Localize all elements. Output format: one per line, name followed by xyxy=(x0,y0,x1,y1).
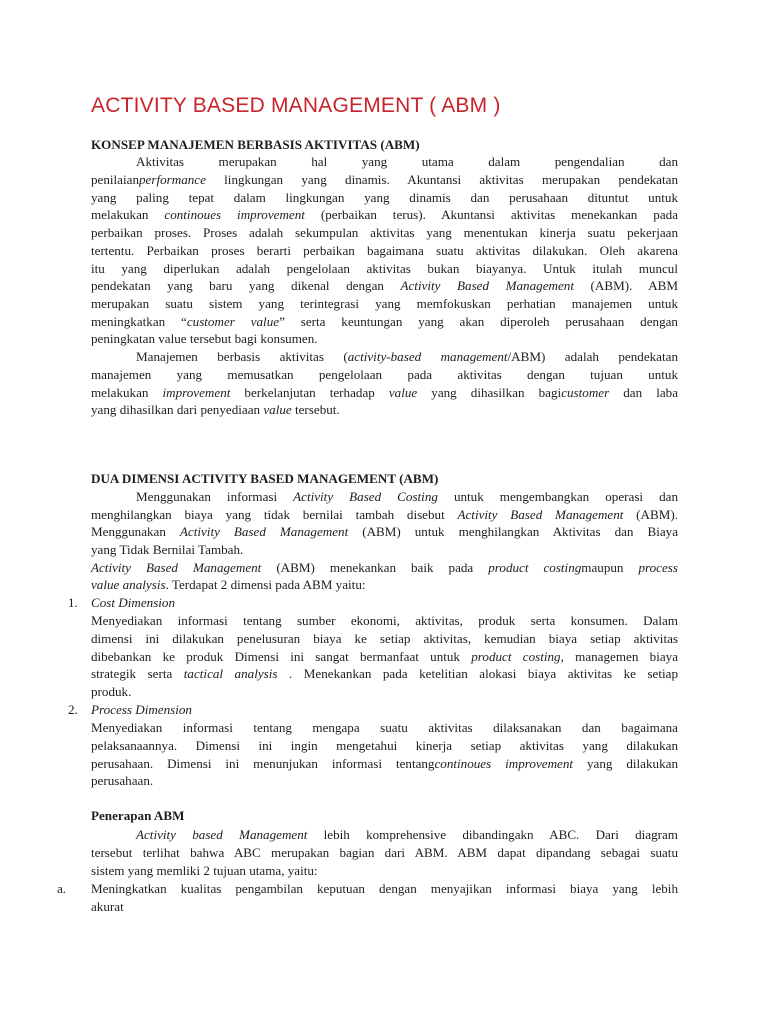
paragraph-line: merupakan suatu sistem yang terintegrasi yang memfokuskan perhatian manajemen untuk xyxy=(91,296,678,311)
paragraph-line: yang dihasilkan dari penyediaan value tersebut. xyxy=(91,402,340,417)
paragraph-line: Activity based Management lebih komprehensive dibandingakn ABC. Dari diagram xyxy=(136,827,678,842)
list-item-line: Menyediakan informasi tentang sumber ekonomi, aktivitas, produk serta konsumen. Dalam xyxy=(91,613,678,628)
italic-term: Activity Based Costing xyxy=(293,489,438,504)
list-item-line: pelaksanaannya. Dimensi ini ingin mengetahui kinerja setiap aktivitas yang dilakukan xyxy=(91,738,678,753)
paragraph-line: Menggunakan informasi Activity Based Costing untuk mengembangkan operasi dan xyxy=(136,489,678,504)
paragraph-line: perbaikan proses. Proses adalah sekumpulan aktivitas yang menentukan kinerja suatu pekerjaan xyxy=(91,225,678,240)
paragraph-line: tersebut terlihat bahwa ABC merupakan bagian dari ABM. ABM dapat dipandang sebagai suatu xyxy=(91,845,678,860)
paragraph-line: peningkatan value tersebut bagi konsumen. xyxy=(91,331,318,346)
paragraph-line: meningkatkan “customer value” serta keuntungan yang akan diperoleh perusahaan dengan xyxy=(91,314,678,329)
italic-term: value analysis xyxy=(91,577,166,592)
list-item-line: produk. xyxy=(91,684,132,699)
italic-term: process xyxy=(638,560,678,575)
italic-term: Activity Based Management xyxy=(457,507,624,522)
paragraph-line: Manajemen berbasis aktivitas (activity-based management/ABM) adalah pendekatan xyxy=(136,349,678,364)
paragraph-line: sistem yang memliki 2 tujuan utama, yaitu: xyxy=(91,863,318,878)
italic-term: product costing xyxy=(488,560,582,575)
italic-term: product costing xyxy=(471,649,561,664)
paragraph-line: manajemen yang memusatkan pengelolaan pada aktivitas dengan tujuan untuk xyxy=(91,367,678,382)
list-item-line: perusahaan. xyxy=(91,773,154,788)
page-title: ACTIVITY BASED MANAGEMENT ( ABM ) xyxy=(91,94,501,117)
paragraph-line: itu yang diperlukan adalah pengelolaan aktivitas bukan biayanya. Untuk itulah muncul xyxy=(91,261,678,276)
italic-term: Activity Based Management xyxy=(91,560,262,575)
list-item-line: dibebankan ke produk Dimensi ini sangat bermanfaat untuk product costing, managemen biaya xyxy=(91,649,679,664)
italic-term: customer xyxy=(561,385,610,400)
italic-term: improvement xyxy=(162,385,231,400)
paragraph-line: menghilangkan biaya yang tidak bernilai tambah disebut Activity Based Management (ABM). xyxy=(91,507,679,522)
section-heading-penerapan: Penerapan ABM xyxy=(91,808,185,823)
list-item-label: Process Dimension xyxy=(91,702,192,717)
list-item-line: akurat xyxy=(91,899,124,914)
paragraph-line: tertentu. Perbaikan proses berarti perbaikan bagaimana suatu aktivitas dilakukan. Oleh akarena xyxy=(91,243,678,258)
italic-term: customer value xyxy=(186,314,280,329)
italic-term: value xyxy=(263,402,292,417)
paragraph-line: Menggunakan Activity Based Management (ABM) untuk menghilangkan Aktivitas dan Biaya xyxy=(91,524,679,539)
paragraph-line: pendekatan yang baru yang dikenal dengan Activity Based Management (ABM). ABM xyxy=(91,278,679,293)
paragraph-line: melakukan improvement berkelanjutan terhadap value yang dihasilkan bagicustomer dan laba xyxy=(91,385,679,400)
paragraph-line: Activity Based Management (ABM) menekankan baik pada product costingmaupun process xyxy=(91,560,678,575)
italic-term: performance xyxy=(139,172,206,187)
italic-term: continoues improvement xyxy=(164,207,305,222)
paragraph-line: penilaianperformance lingkungan yang dinamis. Akuntansi aktivitas merupakan pendekatan xyxy=(91,172,678,187)
list-marker: 2. xyxy=(68,702,78,717)
list-item-line: perusahaan. Dimensi ini menunjukan informasi tentangcontinoues improvement yang dilakukan xyxy=(91,756,678,771)
list-item-line: Menyediakan informasi tentang mengapa suatu aktivitas dilaksanakan dan bagaimana xyxy=(91,720,678,735)
paragraph-line: melakukan continoues improvement (perbaikan terus). Akuntansi aktivitas menekankan pada xyxy=(91,207,679,222)
list-marker: a. xyxy=(57,881,67,896)
list-item-line: Meningkatkan kualitas pengambilan keputuan dengan menyajikan informasi biaya yang lebih xyxy=(91,881,678,896)
paragraph-line: yang Tidak Bernilai Tambah. xyxy=(91,542,244,557)
list-item-line: dimensi ini dilakukan penelusuran biaya ke setiap aktivitas, kemudian biaya setiap aktivitas xyxy=(91,631,678,646)
list-item-label: Cost Dimension xyxy=(91,595,176,610)
paragraph-line: value analysis. Terdapat 2 dimensi pada ABM yaitu: xyxy=(91,577,366,592)
italic-term: Activity Based Management xyxy=(179,524,349,539)
italic-term: value xyxy=(388,385,418,400)
italic-term: continoues improvement xyxy=(434,756,574,771)
italic-term: activity-based management xyxy=(347,349,508,364)
italic-term: Activity based Management xyxy=(136,827,308,842)
section-heading-konsep: KONSEP MANAJEMEN BERBASIS AKTIVITAS (ABM) xyxy=(91,137,420,152)
paragraph-line: Aktivitas merupakan hal yang utama dalam pengendalian dan xyxy=(136,154,678,169)
paragraph-line: yang paling tepat dalam lingkungan yang dinamis dan perusahaan dituntut untuk xyxy=(91,190,678,205)
italic-term: tactical analysis xyxy=(183,666,278,681)
italic-term: Activity Based Management xyxy=(400,278,574,293)
list-marker: 1. xyxy=(68,595,78,610)
list-item-line: strategik serta tactical analysis . Menekankan pada ketelitian alokasi biaya aktivitas ke setiap xyxy=(91,666,678,681)
section-heading-dua-dimensi: DUA DIMENSI ACTIVITY BASED MANAGEMENT (ABM) xyxy=(91,471,439,486)
